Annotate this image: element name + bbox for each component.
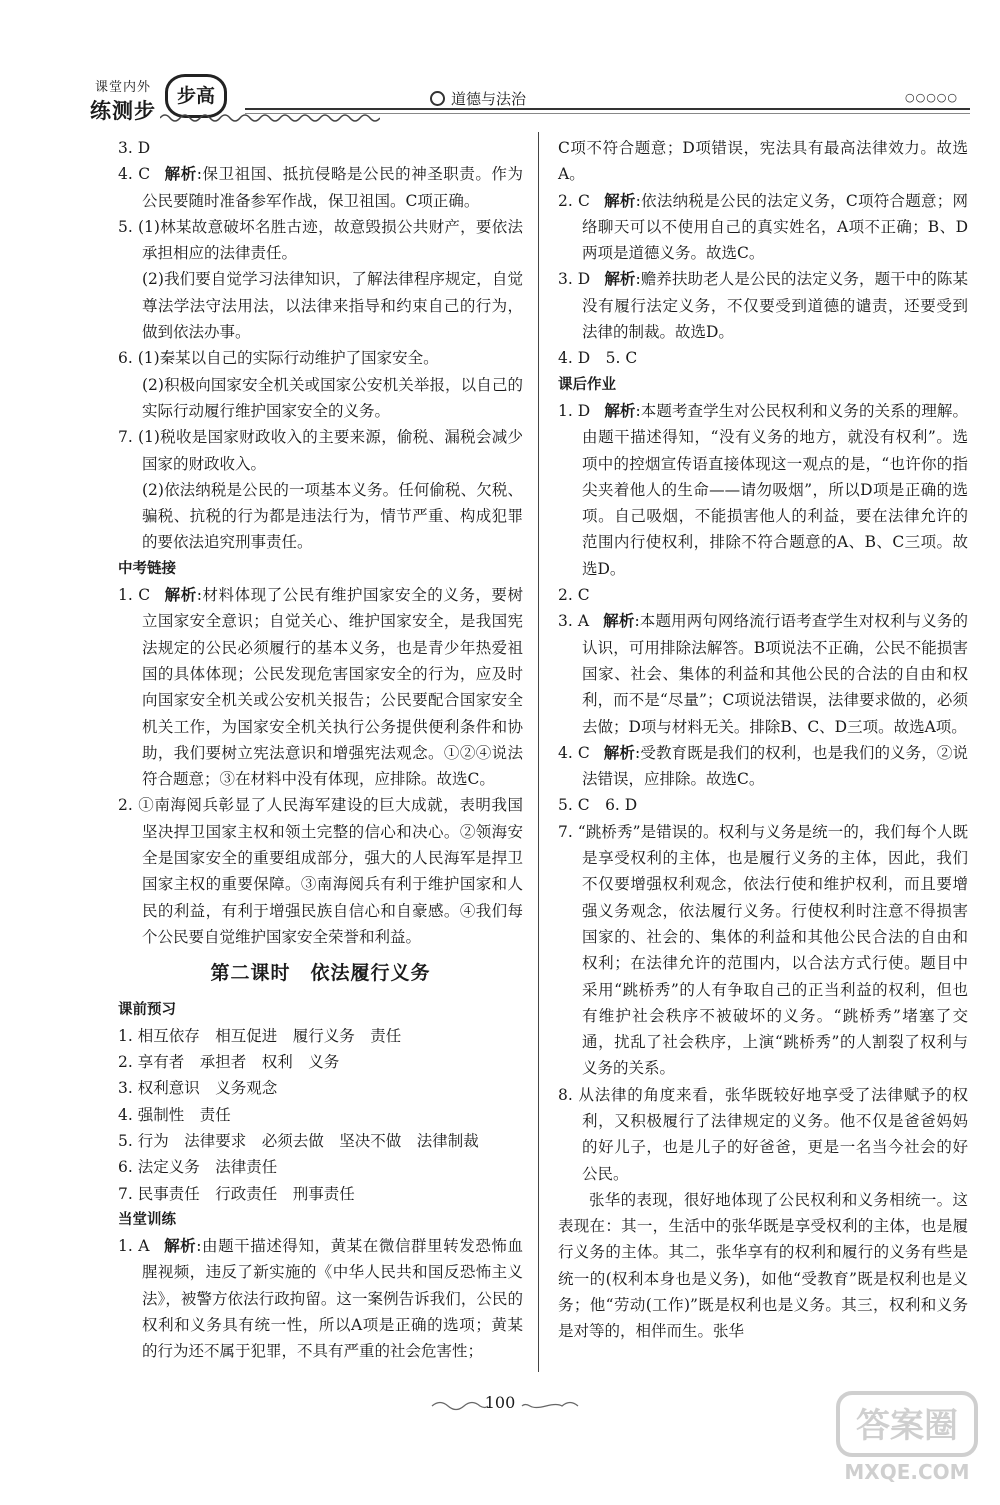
page-header [0, 0, 1000, 135]
answer-continuation: C项不符合题意；D项错误，宪法具有最高法律效力。故选A。 [558, 139, 968, 184]
answer-item [558, 398, 968, 582]
answer-item: 7. (1)税收是国家财政收入的主要来源，偷税、漏税会减少国家的财政收入。 [118, 428, 523, 473]
analysis-text: :依法纳税是公民的法定义务，C项符合题意；网络聊天可以不使用自己的真实姓名，A项不正确；B、D两项是道德义务。故选C。 [582, 191, 968, 263]
answer-item: 3. 权利意识 义务观念 [118, 1079, 278, 1098]
analysis-text: :本题考查学生对公民权利和义务的关系的理解。由题干描述得知，“没有义务的地方，就没有权利”。选项中的控烟宣传语直接体现这一观点的是，“也许你的指尖夹着他人的生命——请勿吸烟”，所以D项是正确的选项。自己吸烟，不能损害他人的利益，要在法律允许的范围内行使权利，排除不符合题意的A、B、C三项。故选D。 [582, 401, 968, 578]
answer-number: 1. C [118, 586, 151, 605]
answer-paragraph: 张华的表现，很好地体现了公民权利和义务相统一。这表现在：其一，生活中的张华既是享受权利的主体，也是履行义务的主体。其二，张华享有的权利和履行的义务有些是统一的(权利本身也是义务)，如他“受教育”既是权利也是义务；他“劳动(工作)”既是权利也是义务。其三，权利和义务是对等的，相伴而生。张华 [558, 1190, 968, 1341]
answer-subitem: (2)我们要自觉学习法律知识，了解法律程序规定，自觉尊法学法守法用法，以法律来指导和约束自己的行为，做到依法办事。 [142, 270, 523, 342]
answer-item [118, 161, 523, 214]
header-rule [245, 108, 970, 110]
answer-item: 6. (1)秦某以自己的实际行动维护了国家安全。 [118, 349, 439, 368]
left-column [118, 135, 523, 1365]
answer-number: 1. D [558, 401, 591, 420]
answer-number: 4. C [118, 165, 151, 184]
answer-item [558, 740, 968, 793]
brand-badge: 步高 [165, 74, 227, 118]
brand-name: 练测步 [90, 99, 156, 123]
answer-item: 5. (1)林某故意破坏名胜古迹，故意毁损公共财产，要依法承担相应的法律责任。 [118, 217, 523, 263]
answer-item: 8. 从法律的角度来看，张华既较好地享受了法律赋予的权利，又积极履行了法律规定的义务。他不仅是爸爸妈妈的好儿子，也是儿子的好爸爸，更是一名当今社会的好公民。 [558, 1085, 968, 1183]
analysis-label: 解析 [163, 1237, 197, 1256]
analysis-text: :保卫祖国、抵抗侵略是公民的神圣职责。作为公民要随时准备参军作战，保卫祖国。C项正确。 [142, 165, 523, 210]
analysis-label: 解析 [603, 191, 636, 210]
brand-tagline: 课堂内外 [95, 80, 152, 95]
section-heading: 课后作业 [558, 376, 616, 393]
answer-item: 2. 享有者 承担者 权利 义务 [118, 1053, 340, 1072]
answer-number: 2. C [558, 191, 590, 210]
subject-label: 道德与法治 [451, 90, 527, 108]
analysis-text: :受教育既是我们的权利，也是我们的义务，②说法错误，应排除。故选C。 [582, 743, 968, 789]
subject-title [430, 88, 526, 109]
answer-item: 7. “跳桥秀”是错误的。权利与义务是统一的，我们每个人既是享受权利的主体，也是履行义务的主体，因此，我们不仅要增强权利观念，依法行使和维护权利，而且要增强义务观念，依法履行义务。行使权利时注意不得损害国家的、社会的、集体的利益和其他公民合法的自由和权利；在法律允许的范围内，以合法方式行使。题目中采用“跳桥秀”的人有争取自己的正当利益的权利，但也有维护社会秩序不被破坏的义务。“跳桥秀”堵塞了交通，扰乱了社会秩序，上演“跳桥秀”的人割裂了权利与义务的关系。 [558, 822, 968, 1078]
answer-item [118, 1233, 523, 1364]
analysis-text: :赡养扶助老人是公民的法定义务，题干中的陈某没有履行法定义务，不仅要受到道德的谴责，还要受到法律的制裁。故选D。 [582, 270, 968, 342]
answer-item: 4. D 5. C [558, 349, 638, 368]
answer-item [558, 266, 968, 345]
answer-item: 2. C [558, 586, 590, 605]
ornament-right-icon [520, 1399, 580, 1413]
answer-subitem: (2)积极向国家安全机关或国家公安机关举报，以自己的实际行动履行维护国家安全的义务。 [142, 375, 523, 420]
right-column [558, 135, 968, 1345]
watermark-title: 答案圈 [856, 1406, 958, 1446]
analysis-label: 解析 [164, 586, 197, 605]
analysis-label: 解析 [164, 165, 197, 184]
answer-item: 7. 民事责任 行政责任 刑事责任 [118, 1184, 355, 1203]
ornament-left-icon [430, 1399, 490, 1413]
answer-subitem: (2)依法纳税是公民的一项基本义务。任何偷税、欠税、骗税、抗税的行为都是违法行为，情节严重、构成犯罪的要依法追究刑事责任。 [142, 480, 523, 552]
answer-item [558, 608, 968, 739]
analysis-label: 解析 [604, 401, 636, 420]
answer-item [118, 582, 523, 792]
answer-item: 3. D [118, 139, 151, 157]
section-heading: 当堂训练 [118, 1211, 176, 1228]
analysis-text: :材料体现了公民有维护国家安全的义务，要树立国家安全意识；自觉关心、维护国家安全，是我国宪法规定的公民必须履行的基本义务，也是青少年热爱祖国的具体体现；公民发现危害国家安全的行为，应及时向国家安全机关或公安机关报告；公民要配合国家安全机关工作，为国家安全机关执行公务提供便利条件和协助，我们要树立宪法意识和增强宪法观念。①②④说法符合题意；③在材料中没有体现，应排除。故选C。 [142, 586, 523, 789]
answer-item: 6. 法定义务 法律责任 [118, 1158, 278, 1177]
watermark-url: MXQE.COM [844, 1460, 970, 1484]
circle-icon [430, 91, 445, 106]
header-rule-thin [245, 113, 970, 114]
analysis-label: 解析 [603, 743, 636, 762]
header-dots: ○○○○○ [905, 91, 958, 104]
answer-number: 4. C [558, 743, 590, 762]
answer-item: 5. C 6. D [558, 796, 638, 815]
analysis-label: 解析 [604, 270, 636, 289]
answer-number: 1. A [118, 1237, 150, 1256]
lesson-title: 第二课时 依法履行义务 [210, 962, 431, 985]
answer-item: 4. 强制性 责任 [118, 1105, 231, 1124]
answer-number: 3. A [558, 612, 590, 631]
section-heading: 中考链接 [118, 560, 176, 577]
page-number: 100 [484, 1393, 516, 1412]
section-heading: 课前预习 [118, 1001, 176, 1018]
watermark-logo [832, 1387, 982, 1487]
analysis-text: :由题干描述得知，黄某在微信群里转发恐怖血腥视频，违反了新实施的《中华人民共和国反恐怖主义法》，被警方依法行政拘留。这一案例告诉我们，公民的权利和义务具有统一性，所以A项是正确的选项；黄某的行为还不属于犯罪，不具有严重的社会危害性； [142, 1237, 523, 1361]
column-divider [538, 132, 539, 1372]
answer-item: 5. 行为 法律要求 必须去做 坚决不做 法律制裁 [118, 1131, 479, 1150]
analysis-label: 解析 [603, 612, 635, 631]
answer-number: 3. D [558, 270, 591, 289]
analysis-text: :本题用两句网络流行语考查学生对权利与义务的认识，可用排除法解答。B项说法不正确，公民不能损害国家、社会、集体的利益和其他公民的合法的自由和权利，而不是“尽量”；C项说法错误，法律要求做的，必须去做；D项与材料无关。排除B、C、D三项。故选A项。 [582, 612, 968, 736]
answer-item [558, 188, 968, 267]
answer-item: 1. 相互依存 相互促进 履行义务 责任 [118, 1026, 402, 1045]
answer-item: 2. ①南海阅兵彰显了人民海军建设的巨大成就，表明我国坚决捍卫国家主权和领土完整的信心和决心。②领海安全是国家安全的重要组成部分，强大的人民海军是捍卫国家主权的重要保障。③南海阅兵有利于维护国家和人民的利益，有利于增强民族自信心和自豪感。④我们每个公民要自觉维护国家安全荣誉和利益。 [118, 796, 523, 946]
